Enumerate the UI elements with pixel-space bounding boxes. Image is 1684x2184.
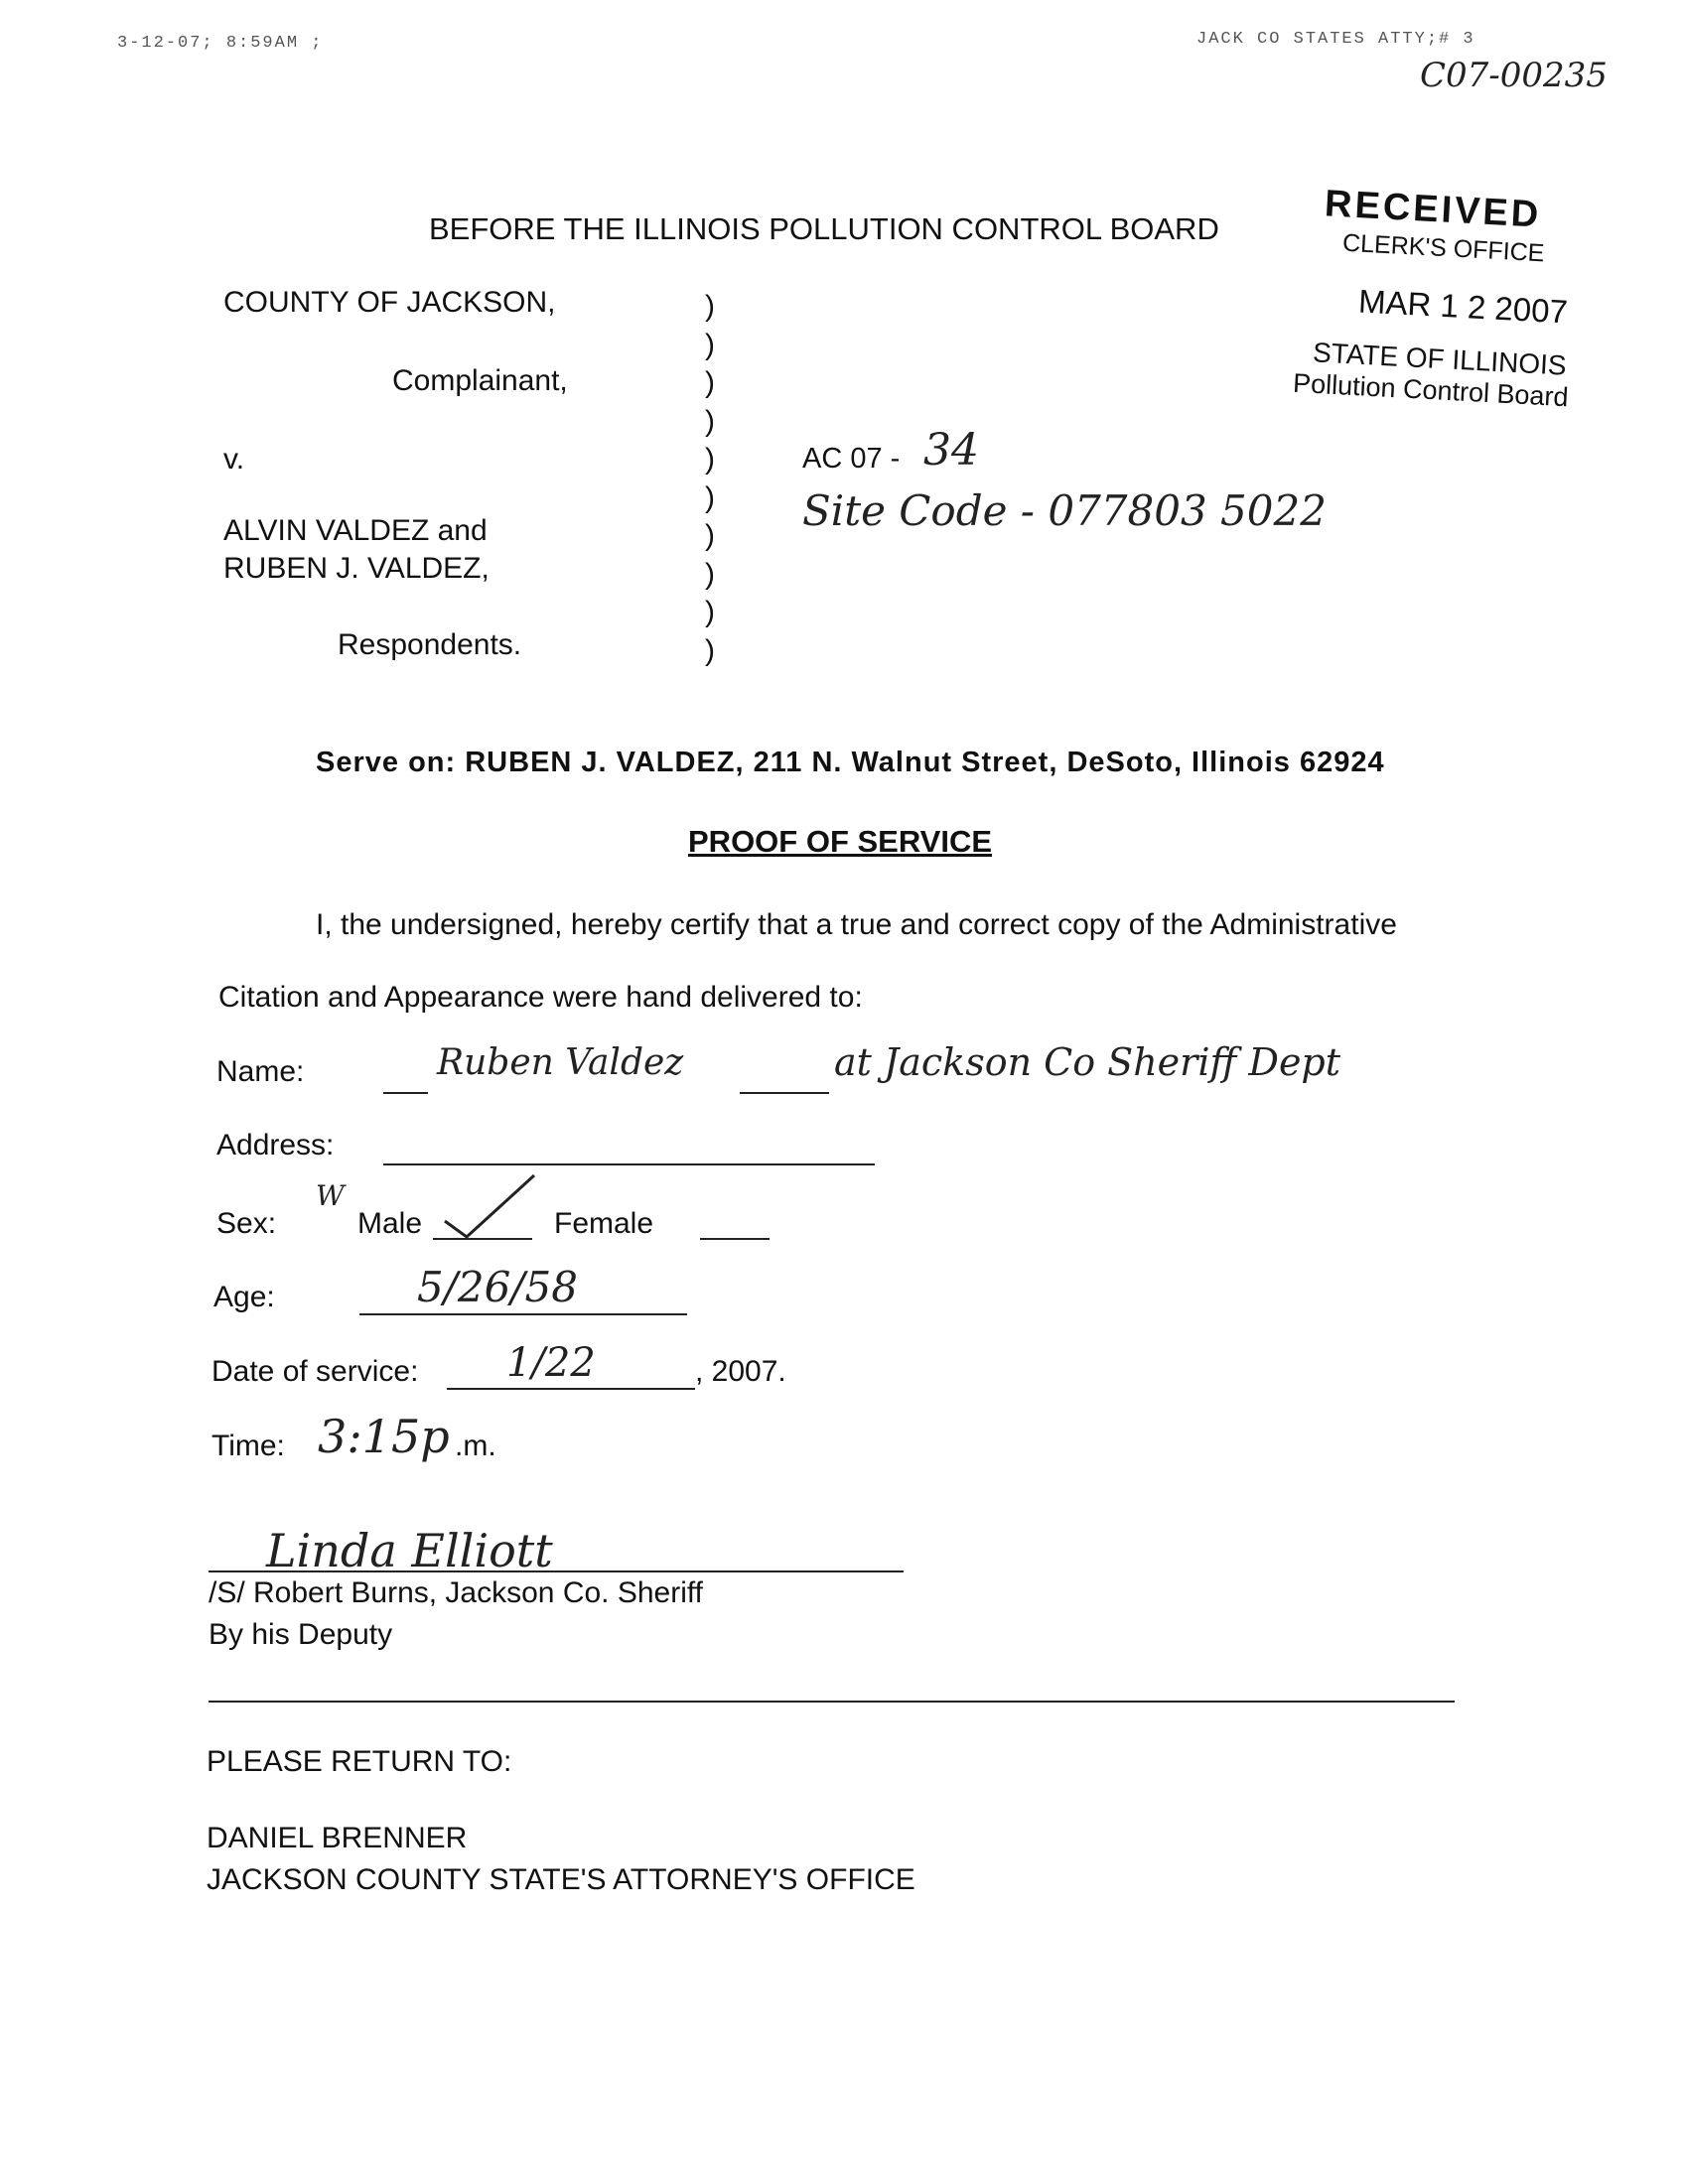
stamp-board: Pollution Control Board: [1292, 367, 1570, 413]
versus: v.: [223, 443, 245, 476]
sex-mark: W: [316, 1179, 345, 1212]
stamp-date: MAR 1 2 2007: [1357, 282, 1569, 331]
age-underline: [359, 1313, 687, 1315]
file-number: C07-00235: [1420, 56, 1608, 95]
case-number: 34: [923, 425, 979, 476]
caption-parentheses: ) ) ) ) ) ) ) ) ) ): [705, 290, 715, 667]
certify-line-2: Citation and Appearance were hand delivered to:: [218, 981, 863, 1014]
date-year: , 2007.: [695, 1355, 786, 1388]
stamp-state: STATE OF ILLINOIS: [1312, 337, 1568, 381]
return-to-name: DANIEL BRENNER: [207, 1822, 468, 1854]
female-label: Female: [554, 1207, 654, 1240]
signature-by-line: By his Deputy: [209, 1618, 393, 1651]
certify-line-1: I, the undersigned, hereby certify that a true and correct copy of the Administrative: [316, 908, 1397, 941]
name-label: Name:: [216, 1055, 305, 1088]
proof-title: PROOF OF SERVICE: [688, 824, 993, 859]
male-label: Male: [357, 1207, 423, 1240]
address-underline: [383, 1163, 875, 1165]
fax-header-left: 3-12-07; 8:59AM ;: [117, 34, 324, 53]
serve-on-value: RUBEN J. VALDEZ, 211 N. Walnut Street, DeSoto, Illinois 62924: [465, 747, 1385, 778]
section-divider: [209, 1701, 1455, 1703]
address-label: Address:: [216, 1129, 335, 1161]
complainant-name: COUNTY OF JACKSON,: [223, 286, 556, 319]
female-underline: [700, 1238, 770, 1240]
respondent-line-1: ALVIN VALDEZ and: [223, 514, 488, 547]
time-suffix: .m.: [455, 1430, 496, 1462]
return-to-label: PLEASE RETURN TO:: [207, 1745, 512, 1778]
time-label: Time:: [211, 1430, 285, 1462]
serve-on-label: Serve on:: [316, 747, 457, 778]
respondent-role: Respondents.: [338, 628, 522, 661]
site-code: Site Code - 077803 5022: [802, 486, 1327, 535]
complainant-role: Complainant,: [392, 364, 568, 397]
board-heading: BEFORE THE ILLINOIS POLLUTION CONTROL BOARD: [429, 211, 1219, 246]
time-value: 3:15p: [318, 1410, 450, 1463]
checkmark-icon: [437, 1169, 546, 1249]
stamp-office: CLERK'S OFFICE: [1341, 228, 1546, 268]
date-label: Date of service:: [211, 1355, 419, 1388]
return-to-office: JACKSON COUNTY STATE'S ATTORNEY'S OFFICE: [207, 1863, 915, 1896]
age-label: Age:: [213, 1281, 275, 1313]
age-value: 5/26/58: [417, 1263, 578, 1311]
name-underline-b: [740, 1092, 829, 1094]
date-value: 1/22: [506, 1340, 596, 1386]
name-location: at Jackson Co Sheriff Dept: [834, 1040, 1341, 1084]
respondent-line-2: RUBEN J. VALDEZ,: [223, 552, 490, 585]
stamp-received: RECEIVED: [1324, 183, 1543, 236]
date-underline: [447, 1388, 695, 1390]
case-prefix: AC 07 -: [802, 443, 901, 475]
fax-header-right: JACK CO STATES ATTY;# 3: [1196, 30, 1475, 49]
name-value: Ruben Valdez: [437, 1042, 684, 1083]
serve-on-line: [316, 747, 1385, 779]
sex-label: Sex:: [216, 1207, 277, 1240]
signature: Linda Elliott: [266, 1524, 553, 1577]
name-underline-a: [383, 1092, 428, 1094]
signature-name-line: /S/ Robert Burns, Jackson Co. Sheriff: [209, 1576, 704, 1609]
